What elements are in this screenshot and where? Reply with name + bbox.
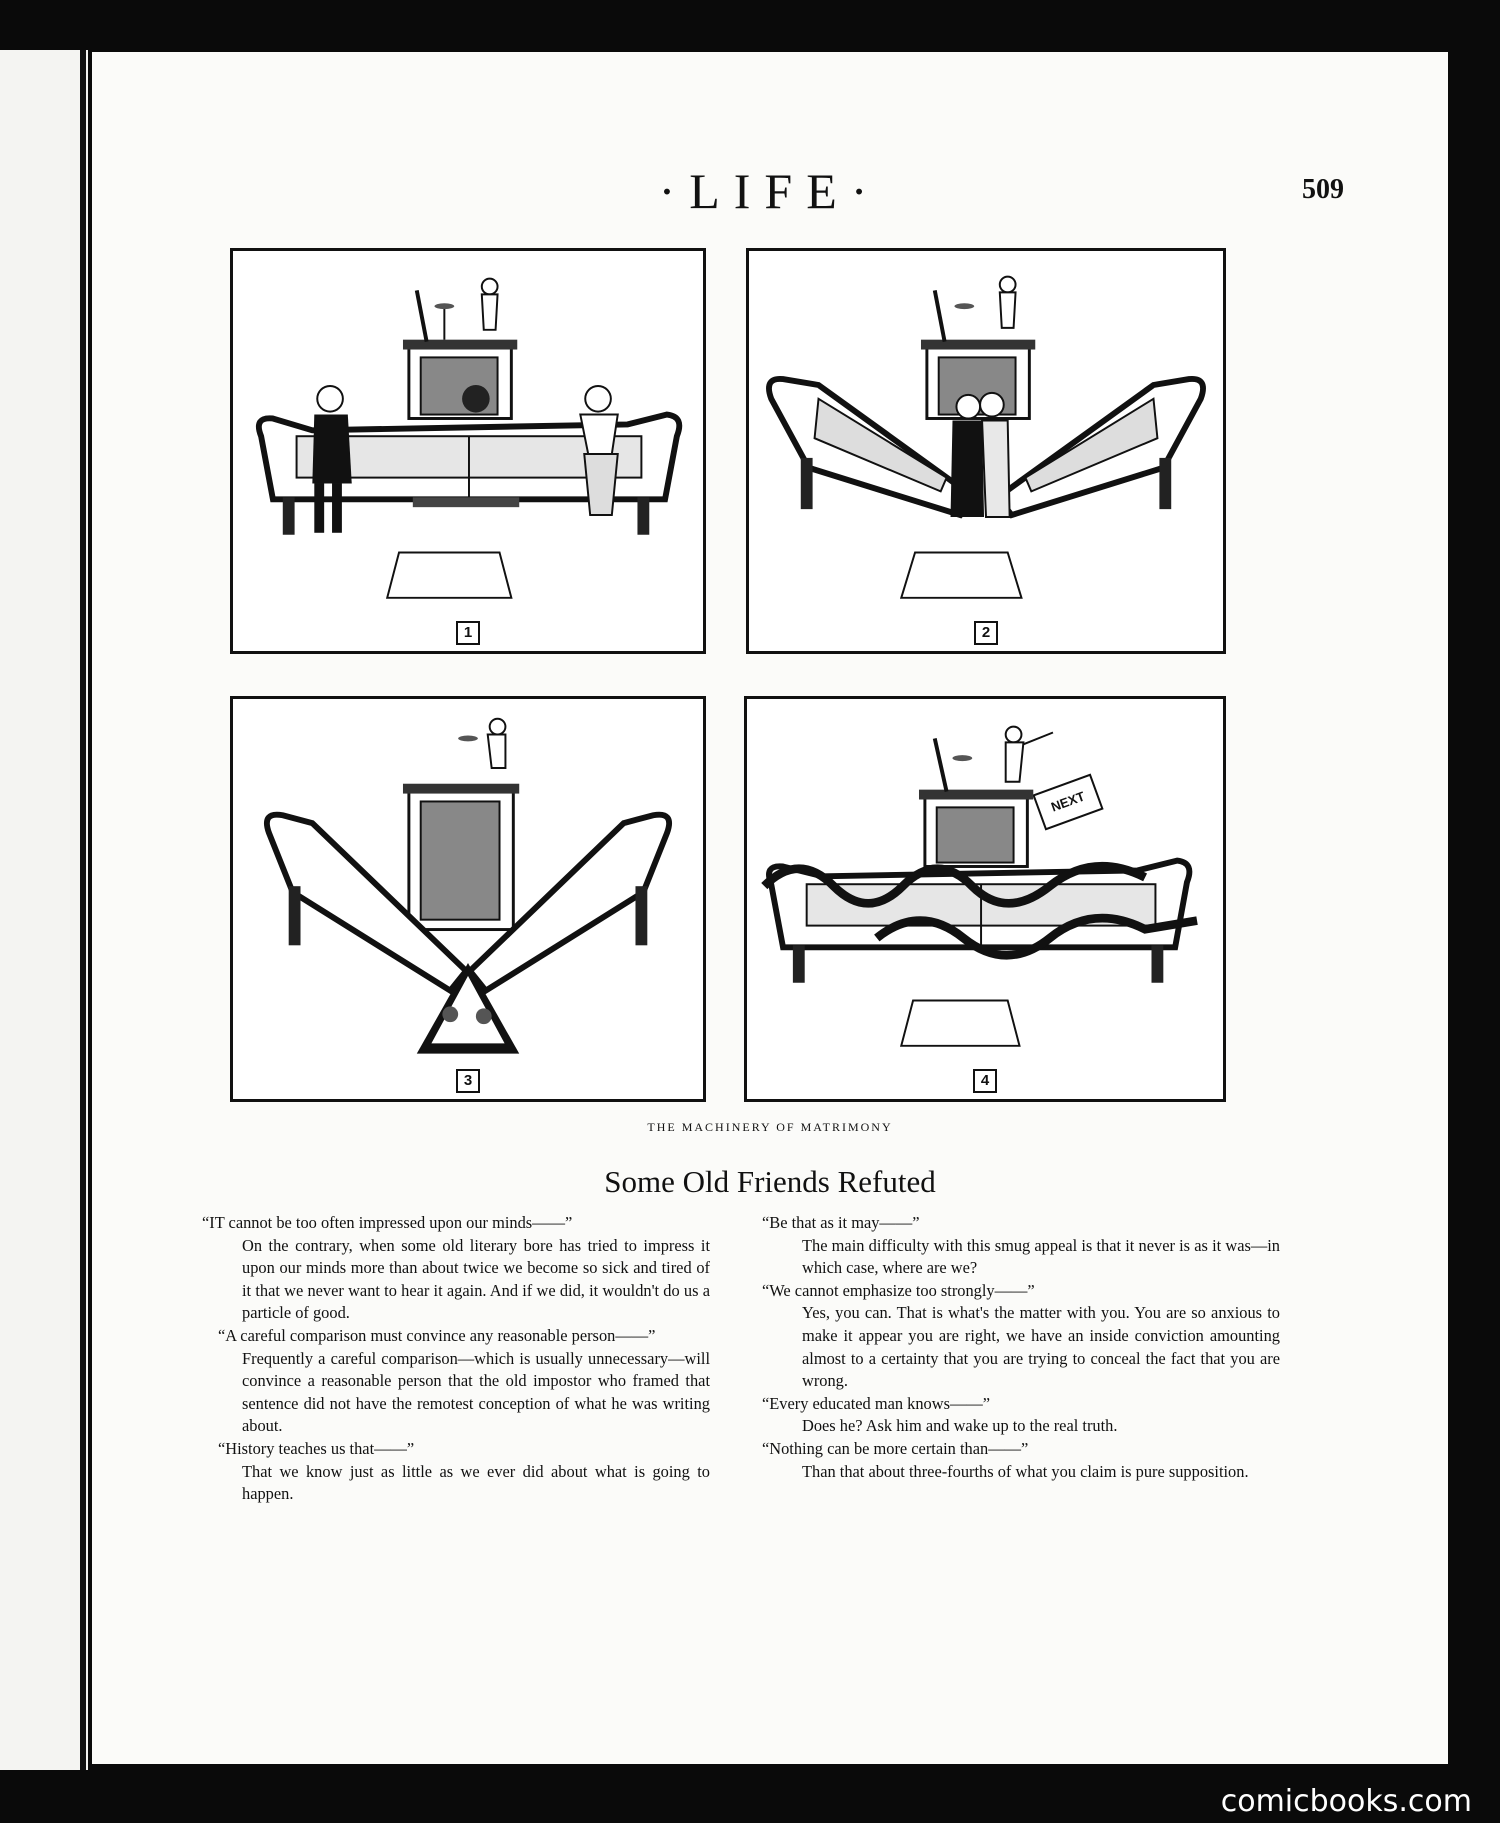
masthead: ·LIFE· [658, 163, 882, 219]
article-title: Some Old Friends Refuted [604, 1164, 936, 1199]
panel-4-number: 4 [973, 1069, 997, 1093]
comic-panel-2 [746, 248, 1226, 654]
quote-1: “IT cannot be too often impressed upon our minds——” [202, 1213, 573, 1232]
quote-3: “History teaches us that——” [218, 1438, 415, 1458]
reply-7: Than that about three-fourths of what you claim is pure supposition. [802, 1461, 1249, 1481]
article-column-left [202, 1212, 710, 1506]
reply-4: The main difficulty with this smug appeal is that it never is as it was—in which case, where are we? [802, 1235, 1280, 1278]
reply-5: Yes, you can. That is what's the matter with you. You are so anxious to make it appear you are right, we have an inside conviction amounting almost to a certainty that you are trying to conceal the fact that you are wrong. [802, 1303, 1280, 1391]
panel-1-drawing [233, 251, 703, 651]
panel-2-drawing [749, 251, 1223, 651]
site-watermark: comicbooks.com [1220, 1784, 1472, 1819]
article-column-right [762, 1212, 1280, 1483]
comic-panel-1 [230, 248, 706, 654]
panel-3-number: 3 [456, 1069, 480, 1093]
page-number: 509 [1302, 174, 1344, 205]
reply-3: That we know just as little as we ever did about what is going to happen. [242, 1461, 710, 1504]
page-gutter [80, 50, 86, 1770]
panel-1-number: 1 [456, 621, 480, 645]
quote-6: “Every educated man knows——” [762, 1393, 991, 1413]
facing-page-edge [0, 50, 88, 1770]
artist-signature [747, 699, 1223, 1099]
magazine-page [92, 52, 1448, 1764]
reply-6: Does he? Ask him and wake up to the real truth. [802, 1416, 1118, 1436]
quote-4: “Be that as it may——” [762, 1213, 920, 1232]
reply-1: On the contrary, when some old literary bore has tried to impress it upon our minds more than about twice we become so sick and tired of it that we never want to hear it again. And if we did, it wouldn't do us a particle of good. [242, 1235, 710, 1323]
quote-2: “A careful comparison must convince any reasonable person——” [218, 1325, 656, 1345]
next-sign-label: NEXT [1048, 788, 1087, 815]
reply-2: Frequently a careful comparison—which is usually unnecessary—will convince a reasonable person that the old impostor who framed that sentence did not have the remotest conception of what he was writing about. [242, 1348, 710, 1436]
quote-5: “We cannot emphasize too strongly——” [762, 1280, 1035, 1300]
quote-7: “Nothing can be more certain than——” [762, 1438, 1029, 1458]
cartoon-caption: THE MACHINERY OF MATRIMONY [647, 1120, 893, 1134]
comic-panel-4 [744, 696, 1226, 1102]
panel-2-number: 2 [974, 621, 998, 645]
panel-3-drawing [233, 699, 703, 1099]
comic-panel-3 [230, 696, 706, 1102]
